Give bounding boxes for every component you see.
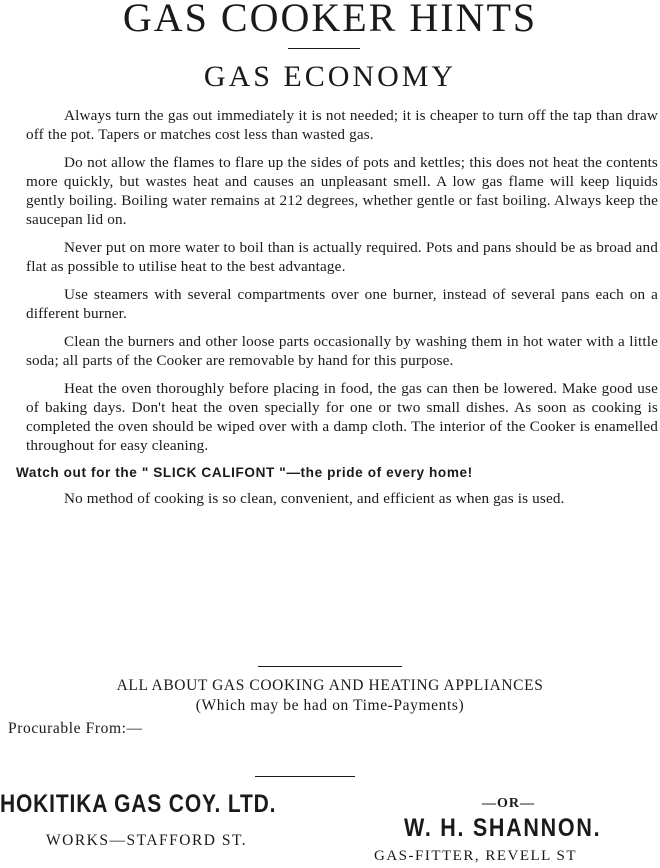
paragraph-gas-out: Always turn the gas out immediately it is not needed; it is cheaper to turn off the tap than draw off the pot. Tapers or matches cost less than wasted gas.	[26, 107, 658, 143]
payments-line: (Which may be had on Time-Payments)	[195, 697, 465, 714]
footer-divider	[255, 776, 355, 777]
article-body	[16, 106, 658, 517]
paragraph-water: Never put on more water to boil than is actually required. Pots and pans should be as broad and flat as possible to utilise heat to the best advantage.	[26, 239, 658, 275]
paragraph-burners: Clean the burners and other loose parts occasionally by washing them in hot water with a little soda; all parts of the Cooker are removable by hand for this purpose.	[26, 333, 658, 369]
or-separator: —OR—	[482, 796, 535, 811]
procurable-from: Procurable From:—	[8, 720, 143, 737]
slick-califont-line: Watch out for the " SLICK CALIFONT "—the pride of every home!	[16, 465, 473, 480]
appliances-divider	[258, 666, 402, 667]
company-works: WORKS—STAFFORD ST.	[46, 832, 248, 849]
paragraph-oven: Heat the oven thoroughly before placing in food, the gas can then be lowered. Make good use of baking days. Don't heat the oven specially for one or two small dishes. As soon as cooking is completed the oven should be wiped over with a damp cloth. The interior of the Cooker is enamelled throughout for easy cleaning.	[26, 380, 658, 454]
appliances-line: ALL ABOUT GAS COOKING AND HEATING APPLIANCES	[116, 677, 544, 694]
paragraph-flames: Do not allow the flames to flare up the sides of pots and kettles; this does not heat the contents more quickly, but wastes heat and causes an unpleasant smell. A low gas flame will keep liquids gently boiling. Boiling water remains at 212 degrees, whether gentle or fast boiling. Always keep the saucepan lid on.	[26, 154, 658, 228]
shannon-trade: GAS-FITTER, REVELL ST	[374, 848, 578, 864]
paragraph-steamers: Use steamers with several compartments over one burner, instead of several pans each on a different burner.	[26, 286, 658, 322]
section-title: GAS ECONOMY	[203, 60, 457, 93]
page-title: GAS COOKER HINTS	[122, 0, 538, 40]
shannon-name: W. H. SHANNON.	[404, 814, 602, 842]
paragraph-closing: No method of cooking is so clean, convenient, and efficient as when gas is used.	[64, 490, 565, 507]
company-name: HOKITIKA GAS COY. LTD.	[0, 790, 277, 818]
title-divider	[288, 48, 360, 49]
